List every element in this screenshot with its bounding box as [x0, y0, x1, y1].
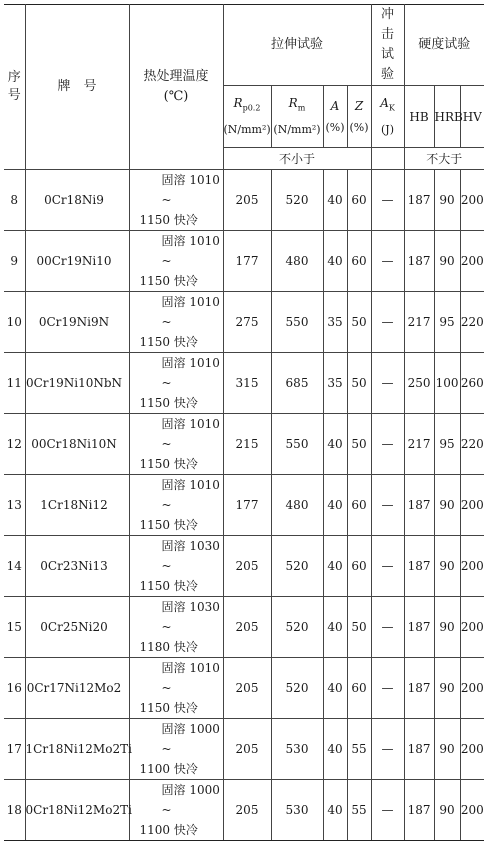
cell-heat-line1: 固溶 1000 ~	[161, 783, 220, 817]
cell-ak: —	[371, 231, 404, 292]
cell-rp: 215	[223, 414, 271, 475]
cell-heat-line1: 固溶 1010 ~	[161, 295, 220, 329]
cell-hv: 200	[460, 597, 484, 658]
cell-z: 50	[347, 414, 371, 475]
header-hv: HV	[460, 86, 484, 148]
cell-rp: 205	[223, 719, 271, 780]
header-heat-unit: (℃)	[163, 89, 189, 104]
cell-rm: 520	[271, 658, 323, 719]
cell-z: 60	[347, 170, 371, 231]
cell-ak: —	[371, 353, 404, 414]
header-impact: 冲击试验	[371, 5, 404, 86]
cell-heat	[129, 231, 223, 292]
cell-heat-line2: 1150 快冷	[139, 396, 198, 410]
ak-subscript: K	[388, 103, 395, 113]
cell-hrb: 95	[434, 292, 460, 353]
cell-hb: 187	[404, 597, 434, 658]
rm-symbol: R	[288, 95, 298, 110]
cell-no: 8	[4, 170, 25, 231]
header-not-less-blank	[371, 148, 404, 170]
cell-hb: 187	[404, 231, 434, 292]
cell-rp: 205	[223, 780, 271, 841]
cell-z: 60	[347, 475, 371, 536]
cell-heat-line2: 1150 快冷	[139, 518, 198, 532]
cell-heat	[129, 475, 223, 536]
cell-hv: 200	[460, 170, 484, 231]
table-body	[4, 170, 484, 841]
cell-grade: 0Cr23Ni13	[25, 536, 129, 597]
cell-heat-line2: 1150 快冷	[139, 579, 198, 593]
cell-no: 16	[4, 658, 25, 719]
cell-a: 40	[323, 475, 347, 536]
rp-symbol: R	[233, 95, 243, 110]
cell-heat	[129, 658, 223, 719]
cell-hb: 187	[404, 170, 434, 231]
cell-hrb: 95	[434, 414, 460, 475]
table-row	[4, 536, 484, 597]
cell-heat	[129, 292, 223, 353]
cell-no: 10	[4, 292, 25, 353]
cell-hrb: 90	[434, 536, 460, 597]
cell-hv: 200	[460, 231, 484, 292]
cell-z: 60	[347, 536, 371, 597]
cell-a: 40	[323, 170, 347, 231]
table-row	[4, 292, 484, 353]
cell-hv: 220	[460, 414, 484, 475]
cell-hrb: 90	[434, 780, 460, 841]
header-rm	[271, 86, 323, 148]
cell-hv: 200	[460, 536, 484, 597]
cell-heat-line2: 1150 快冷	[139, 335, 198, 349]
cell-rm: 550	[271, 292, 323, 353]
cell-heat-line1: 固溶 1030 ~	[161, 539, 220, 573]
table-row	[4, 231, 484, 292]
cell-rm: 480	[271, 475, 323, 536]
cell-grade: 00Cr18Ni10N	[25, 414, 129, 475]
table-row	[4, 597, 484, 658]
cell-hb: 250	[404, 353, 434, 414]
cell-heat-line1: 固溶 1010 ~	[161, 478, 220, 512]
header-z	[347, 86, 371, 148]
cell-heat-line1: 固溶 1010 ~	[161, 661, 220, 695]
cell-grade: 00Cr19Ni10	[25, 231, 129, 292]
cell-heat-line2: 1100 快冷	[139, 823, 198, 837]
cell-hrb: 90	[434, 658, 460, 719]
cell-hrb: 90	[434, 170, 460, 231]
cell-a: 40	[323, 536, 347, 597]
cell-heat-line2: 1100 快冷	[139, 762, 198, 776]
cell-grade: 0Cr18Ni9	[25, 170, 129, 231]
cell-rm: 520	[271, 536, 323, 597]
cell-a: 40	[323, 719, 347, 780]
cell-heat-line1: 固溶 1010 ~	[161, 356, 220, 390]
header-not-less: 不小于	[223, 148, 371, 170]
cell-ak: —	[371, 292, 404, 353]
steel-properties-table	[4, 4, 484, 841]
cell-heat-line1: 固溶 1010 ~	[161, 234, 220, 268]
cell-hrb: 90	[434, 475, 460, 536]
cell-heat	[129, 353, 223, 414]
cell-rp: 205	[223, 536, 271, 597]
cell-a: 35	[323, 292, 347, 353]
cell-ak: —	[371, 780, 404, 841]
header-not-more: 不大于	[404, 148, 484, 170]
table-row	[4, 780, 484, 841]
ak-unit: (J)	[381, 123, 395, 137]
cell-grade: 0Cr18Ni12Mo2Ti	[25, 780, 129, 841]
cell-heat-line1: 固溶 1000 ~	[161, 722, 220, 756]
cell-heat-line2: 1150 快冷	[139, 457, 198, 471]
cell-grade: 0Cr19Ni10NbN	[25, 353, 129, 414]
cell-rm: 530	[271, 719, 323, 780]
cell-hb: 187	[404, 658, 434, 719]
cell-rp: 205	[223, 597, 271, 658]
cell-rm: 520	[271, 170, 323, 231]
cell-grade: 0Cr19Ni9N	[25, 292, 129, 353]
table-row	[4, 658, 484, 719]
table-row	[4, 353, 484, 414]
header-grade: 牌 号	[25, 5, 129, 170]
cell-hb: 217	[404, 292, 434, 353]
cell-heat	[129, 719, 223, 780]
cell-heat-line2: 1150 快冷	[139, 701, 198, 715]
header-seq: 序号	[4, 5, 25, 170]
header-ak	[371, 86, 404, 148]
cell-heat-line1: 固溶 1010 ~	[161, 173, 220, 207]
z-unit: (%)	[349, 120, 369, 134]
cell-a: 40	[323, 780, 347, 841]
cell-heat-line2: 1150 快冷	[139, 274, 198, 288]
cell-a: 35	[323, 353, 347, 414]
cell-rp: 205	[223, 170, 271, 231]
cell-heat-line1: 固溶 1010 ~	[161, 417, 220, 451]
cell-hb: 217	[404, 414, 434, 475]
cell-hb: 187	[404, 536, 434, 597]
cell-ak: —	[371, 597, 404, 658]
cell-heat-line1: 固溶 1030 ~	[161, 600, 220, 634]
cell-hb: 187	[404, 475, 434, 536]
ak-symbol: A	[380, 95, 389, 110]
cell-z: 60	[347, 658, 371, 719]
cell-z: 55	[347, 780, 371, 841]
cell-no: 9	[4, 231, 25, 292]
header-a	[323, 86, 347, 148]
header-rp	[223, 86, 271, 148]
cell-heat	[129, 536, 223, 597]
cell-no: 18	[4, 780, 25, 841]
cell-no: 15	[4, 597, 25, 658]
cell-hb: 187	[404, 780, 434, 841]
cell-z: 55	[347, 719, 371, 780]
cell-heat	[129, 414, 223, 475]
rp-unit: (N/mm²)	[223, 123, 271, 137]
cell-z: 60	[347, 231, 371, 292]
cell-grade: 1Cr18Ni12Mo2Ti	[25, 719, 129, 780]
cell-grade: 0Cr17Ni12Mo2	[25, 658, 129, 719]
cell-hv: 200	[460, 658, 484, 719]
cell-no: 14	[4, 536, 25, 597]
header-tensile: 拉伸试验	[223, 5, 371, 86]
cell-a: 40	[323, 414, 347, 475]
table-row	[4, 170, 484, 231]
cell-ak: —	[371, 475, 404, 536]
cell-rp: 275	[223, 292, 271, 353]
cell-heat	[129, 780, 223, 841]
cell-ak: —	[371, 170, 404, 231]
cell-no: 12	[4, 414, 25, 475]
rp-subscript: p0.2	[242, 103, 261, 113]
cell-hrb: 90	[434, 719, 460, 780]
cell-hv: 200	[460, 475, 484, 536]
rm-unit: (N/mm²)	[273, 123, 321, 137]
cell-rm: 685	[271, 353, 323, 414]
cell-a: 40	[323, 597, 347, 658]
cell-hrb: 100	[434, 353, 460, 414]
cell-heat	[129, 597, 223, 658]
cell-no: 11	[4, 353, 25, 414]
cell-hv: 200	[460, 719, 484, 780]
header-heat-label: 热处理温度	[143, 69, 209, 84]
cell-hrb: 90	[434, 597, 460, 658]
cell-rp: 177	[223, 475, 271, 536]
rm-subscript: m	[297, 103, 306, 113]
cell-rp: 205	[223, 658, 271, 719]
a-unit: (%)	[325, 120, 345, 134]
cell-z: 50	[347, 353, 371, 414]
cell-hv: 200	[460, 780, 484, 841]
cell-rm: 480	[271, 231, 323, 292]
cell-grade: 1Cr18Ni12	[25, 475, 129, 536]
cell-rp: 315	[223, 353, 271, 414]
table-row	[4, 475, 484, 536]
z-symbol: Z	[354, 98, 364, 113]
cell-hv: 260	[460, 353, 484, 414]
cell-a: 40	[323, 231, 347, 292]
cell-heat-line2: 1180 快冷	[139, 640, 198, 654]
cell-ak: —	[371, 414, 404, 475]
header-hardness: 硬度试验	[404, 5, 484, 86]
a-symbol: A	[330, 98, 340, 113]
cell-hb: 187	[404, 719, 434, 780]
cell-z: 50	[347, 597, 371, 658]
header-hrb: HRB	[434, 86, 460, 148]
cell-heat	[129, 170, 223, 231]
cell-heat-line2: 1150 快冷	[139, 213, 198, 227]
cell-ak: —	[371, 536, 404, 597]
header-heat	[129, 5, 223, 170]
cell-a: 40	[323, 658, 347, 719]
cell-hv: 220	[460, 292, 484, 353]
cell-rm: 530	[271, 780, 323, 841]
cell-ak: —	[371, 658, 404, 719]
cell-no: 13	[4, 475, 25, 536]
cell-hrb: 90	[434, 231, 460, 292]
cell-ak: —	[371, 719, 404, 780]
cell-z: 50	[347, 292, 371, 353]
cell-rm: 520	[271, 597, 323, 658]
table-row	[4, 719, 484, 780]
cell-rp: 177	[223, 231, 271, 292]
cell-no: 17	[4, 719, 25, 780]
table-row	[4, 414, 484, 475]
cell-rm: 550	[271, 414, 323, 475]
header-hb: HB	[404, 86, 434, 148]
cell-grade: 0Cr25Ni20	[25, 597, 129, 658]
